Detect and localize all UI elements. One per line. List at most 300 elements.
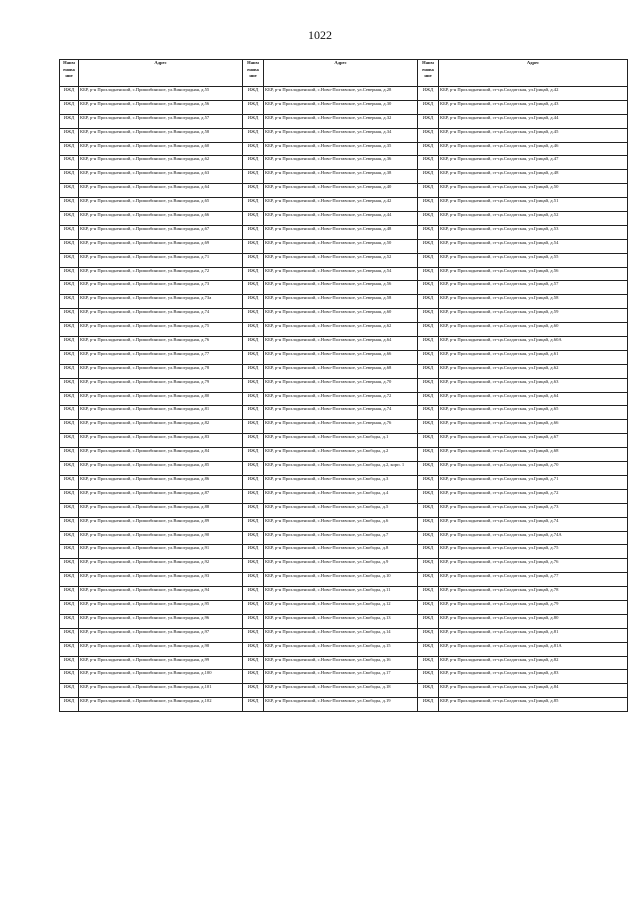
type-cell: ИЖД <box>60 364 79 378</box>
type-cell: ИЖД <box>243 198 264 212</box>
type-cell: ИЖД <box>60 642 79 656</box>
address-cell: КБР, р-н Прохладненский, с.Ново-Полтавское, ул.Северная, д.56 <box>264 281 418 295</box>
type-cell: ИЖД <box>243 350 264 364</box>
address-cell: КБР, р-н Прохладненский, с.Пришибинское, ул.Виноградная, д.81 <box>79 406 243 420</box>
table-row <box>60 489 628 503</box>
header-address-1: Адрес <box>79 60 243 87</box>
type-cell: ИЖД <box>418 462 439 476</box>
type-cell: ИЖД <box>60 684 79 698</box>
type-cell: ИЖД <box>60 698 79 712</box>
address-cell: КБР, р-н Прохладненский, ст-ца.Солдатская, ул.Грицай, д.82 <box>439 656 628 670</box>
type-cell: ИЖД <box>60 517 79 531</box>
address-cell: КБР, р-н Прохладненский, с.Пришибинское, ул.Виноградная, д.82 <box>79 420 243 434</box>
type-cell: ИЖД <box>243 170 264 184</box>
table-row <box>60 656 628 670</box>
type-cell: ИЖД <box>243 489 264 503</box>
address-cell: КБР, р-н Прохладненский, с.Ново-Полтавское, ул.Свободы, д.2, корп. 1 <box>264 462 418 476</box>
table-row <box>60 198 628 212</box>
type-cell: ИЖД <box>60 253 79 267</box>
table-row <box>60 100 628 114</box>
address-cell: КБР, р-н Прохладненский, с.Ново-Полтавское, ул.Северная, д.36 <box>264 156 418 170</box>
table-row <box>60 114 628 128</box>
type-cell: ИЖД <box>418 212 439 226</box>
type-cell: ИЖД <box>243 281 264 295</box>
address-cell: КБР, р-н Прохладненский, с.Ново-Полтавское, ул.Северная, д.62 <box>264 323 418 337</box>
type-cell: ИЖД <box>243 573 264 587</box>
type-cell: ИЖД <box>60 142 79 156</box>
address-cell: КБР, р-н Прохладненский, ст-ца.Солдатская, ул.Грицай, д.50 <box>439 184 628 198</box>
table-row <box>60 239 628 253</box>
table-row <box>60 364 628 378</box>
address-cell: КБР, р-н Прохладненский, ст-ца.Солдатская, ул.Грицай, д.44 <box>439 114 628 128</box>
header-type-2: Наим енова ние <box>243 60 264 87</box>
address-cell: КБР, р-н Прохладненский, с.Пришибинское, ул.Виноградная, д.62 <box>79 156 243 170</box>
table-row <box>60 462 628 476</box>
address-cell: КБР, р-н Прохладненский, ст-ца.Солдатская, ул.Грицай, д.58 <box>439 295 628 309</box>
address-cell: КБР, р-н Прохладненский, с.Ново-Полтавское, ул.Свободы, д.11 <box>264 587 418 601</box>
address-cell: КБР, р-н Прохладненский, с.Ново-Полтавское, ул.Северная, д.72 <box>264 392 418 406</box>
header-address-3: Адрес <box>439 60 628 87</box>
type-cell: ИЖД <box>418 670 439 684</box>
type-cell: ИЖД <box>418 489 439 503</box>
address-cell: КБР, р-н Прохладненский, с.Пришибинское, ул.Виноградная, д.57 <box>79 114 243 128</box>
type-cell: ИЖД <box>243 614 264 628</box>
table-row <box>60 545 628 559</box>
type-cell: ИЖД <box>418 448 439 462</box>
type-cell: ИЖД <box>60 114 79 128</box>
type-cell: ИЖД <box>60 100 79 114</box>
type-cell: ИЖД <box>418 628 439 642</box>
type-cell: ИЖД <box>243 600 264 614</box>
type-cell: ИЖД <box>243 128 264 142</box>
address-cell: КБР, р-н Прохладненский, с.Пришибинское, ул.Виноградная, д.77 <box>79 350 243 364</box>
type-cell: ИЖД <box>243 309 264 323</box>
type-cell: ИЖД <box>60 462 79 476</box>
type-cell: ИЖД <box>60 531 79 545</box>
address-cell: КБР, р-н Прохладненский, ст-ца.Солдатская, ул.Грицай, д.63 <box>439 378 628 392</box>
type-cell: ИЖД <box>418 225 439 239</box>
address-cell: КБР, р-н Прохладненский, с.Пришибинское, ул.Виноградная, д.60 <box>79 142 243 156</box>
address-cell: КБР, р-н Прохладненский, с.Ново-Полтавское, ул.Северная, д.38 <box>264 170 418 184</box>
table-row <box>60 309 628 323</box>
type-cell: ИЖД <box>418 337 439 351</box>
type-cell: ИЖД <box>243 462 264 476</box>
type-cell: ИЖД <box>418 698 439 712</box>
address-cell: КБР, р-н Прохладненский, ст-ца.Солдатская, ул.Грицай, д.78 <box>439 587 628 601</box>
type-cell: ИЖД <box>243 253 264 267</box>
address-cell: КБР, р-н Прохладненский, ст-ца.Солдатская, ул.Грицай, д.79 <box>439 600 628 614</box>
table-row <box>60 184 628 198</box>
type-cell: ИЖД <box>60 614 79 628</box>
address-cell: КБР, р-н Прохладненский, с.Пришибинское, ул.Виноградная, д.95 <box>79 600 243 614</box>
type-cell: ИЖД <box>418 253 439 267</box>
address-cell: КБР, р-н Прохладненский, с.Пришибинское, ул.Виноградная, д.86 <box>79 475 243 489</box>
address-cell: КБР, р-н Прохладненский, с.Ново-Полтавское, ул.Свободы, д.17 <box>264 670 418 684</box>
type-cell: ИЖД <box>243 684 264 698</box>
table-row <box>60 628 628 642</box>
address-cell: КБР, р-н Прохладненский, с.Ново-Полтавское, ул.Свободы, д.9 <box>264 559 418 573</box>
type-cell: ИЖД <box>243 531 264 545</box>
address-cell: КБР, р-н Прохладненский, ст-ца.Солдатская, ул.Грицай, д.60 <box>439 323 628 337</box>
type-cell: ИЖД <box>243 420 264 434</box>
address-cell: КБР, р-н Прохладненский, с.Ново-Полтавское, ул.Свободы, д.14 <box>264 628 418 642</box>
type-cell: ИЖД <box>243 656 264 670</box>
header-type-1: Наим енова ние <box>60 60 79 87</box>
type-cell: ИЖД <box>243 642 264 656</box>
type-cell: ИЖД <box>418 573 439 587</box>
type-cell: ИЖД <box>418 406 439 420</box>
address-cell: КБР, р-н Прохладненский, с.Пришибинское, ул.Виноградная, д.88 <box>79 503 243 517</box>
type-cell: ИЖД <box>243 295 264 309</box>
address-cell: КБР, р-н Прохладненский, с.Пришибинское, ул.Виноградная, д.75 <box>79 323 243 337</box>
address-cell: КБР, р-н Прохладненский, с.Ново-Полтавское, ул.Свободы, д.6 <box>264 517 418 531</box>
type-cell: ИЖД <box>60 573 79 587</box>
address-cell: КБР, р-н Прохладненский, с.Ново-Полтавское, ул.Северная, д.40 <box>264 184 418 198</box>
type-cell: ИЖД <box>60 309 79 323</box>
table-row <box>60 267 628 281</box>
address-cell: КБР, р-н Прохладненский, ст-ца.Солдатская, ул.Грицай, д.46 <box>439 142 628 156</box>
type-cell: ИЖД <box>243 212 264 226</box>
address-cell: КБР, р-н Прохладненский, ст-ца.Солдатская, ул.Грицай, д.83 <box>439 670 628 684</box>
type-cell: ИЖД <box>60 225 79 239</box>
table-row <box>60 503 628 517</box>
table-row <box>60 378 628 392</box>
address-cell: КБР, р-н Прохладненский, с.Пришибинское, ул.Виноградная, д.102 <box>79 698 243 712</box>
table-row <box>60 406 628 420</box>
table-row <box>60 670 628 684</box>
type-cell: ИЖД <box>243 323 264 337</box>
address-cell: КБР, р-н Прохладненский, с.Ново-Полтавское, ул.Северная, д.66 <box>264 350 418 364</box>
type-cell: ИЖД <box>243 225 264 239</box>
type-cell: ИЖД <box>60 337 79 351</box>
address-cell: КБР, р-н Прохладненский, ст-ца.Солдатская, ул.Грицай, д.60А <box>439 337 628 351</box>
address-cell: КБР, р-н Прохладненский, ст-ца.Солдатская, ул.Грицай, д.73 <box>439 503 628 517</box>
type-cell: ИЖД <box>418 531 439 545</box>
type-cell: ИЖД <box>243 628 264 642</box>
address-cell: КБР, р-н Прохладненский, с.Ново-Полтавское, ул.Свободы, д.13 <box>264 614 418 628</box>
address-table <box>59 59 628 712</box>
address-cell: КБР, р-н Прохладненский, ст-ца.Солдатская, ул.Грицай, д.85 <box>439 698 628 712</box>
address-cell: КБР, р-н Прохладненский, ст-ца.Солдатская, ул.Грицай, д.68 <box>439 448 628 462</box>
type-cell: ИЖД <box>418 434 439 448</box>
type-cell: ИЖД <box>418 295 439 309</box>
address-cell: КБР, р-н Прохладненский, ст-ца.Солдатская, ул.Грицай, д.75 <box>439 545 628 559</box>
address-cell: КБР, р-н Прохладненский, с.Ново-Полтавское, ул.Свободы, д.7 <box>264 531 418 545</box>
address-cell: КБР, р-н Прохладненский, ст-ца.Солдатская, ул.Грицай, д.43 <box>439 100 628 114</box>
address-cell: КБР, р-н Прохладненский, с.Ново-Полтавское, ул.Северная, д.54 <box>264 267 418 281</box>
type-cell: ИЖД <box>418 587 439 601</box>
address-cell: КБР, р-н Прохладненский, с.Пришибинское, ул.Виноградная, д.76 <box>79 337 243 351</box>
table-row <box>60 170 628 184</box>
type-cell: ИЖД <box>60 87 79 101</box>
address-cell: КБР, р-н Прохладненский, ст-ца.Солдатская, ул.Грицай, д.70 <box>439 462 628 476</box>
address-cell: КБР, р-н Прохладненский, ст-ца.Солдатская, ул.Грицай, д.76 <box>439 559 628 573</box>
table-row <box>60 323 628 337</box>
table-row <box>60 559 628 573</box>
address-cell: КБР, р-н Прохладненский, с.Пришибинское, ул.Виноградная, д.63 <box>79 170 243 184</box>
type-cell: ИЖД <box>418 559 439 573</box>
address-cell: КБР, р-н Прохладненский, с.Ново-Полтавское, ул.Северная, д.48 <box>264 225 418 239</box>
type-cell: ИЖД <box>243 267 264 281</box>
table-row <box>60 698 628 712</box>
table-row <box>60 281 628 295</box>
table-row <box>60 295 628 309</box>
type-cell: ИЖД <box>243 517 264 531</box>
address-cell: КБР, р-н Прохладненский, с.Пришибинское, ул.Виноградная, д.55 <box>79 87 243 101</box>
address-cell: КБР, р-н Прохладненский, с.Пришибинское, ул.Виноградная, д.100 <box>79 670 243 684</box>
type-cell: ИЖД <box>418 364 439 378</box>
address-cell: КБР, р-н Прохладненский, ст-ца.Солдатская, ул.Грицай, д.67 <box>439 434 628 448</box>
address-cell: КБР, р-н Прохладненский, с.Ново-Полтавское, ул.Северная, д.58 <box>264 295 418 309</box>
type-cell: ИЖД <box>60 503 79 517</box>
type-cell: ИЖД <box>60 350 79 364</box>
type-cell: ИЖД <box>418 323 439 337</box>
address-cell: КБР, р-н Прохладненский, с.Пришибинское, ул.Виноградная, д.90 <box>79 531 243 545</box>
address-cell: КБР, р-н Прохладненский, ст-ца.Солдатская, ул.Грицай, д.62 <box>439 364 628 378</box>
type-cell: ИЖД <box>243 364 264 378</box>
table-row <box>60 392 628 406</box>
type-cell: ИЖД <box>243 114 264 128</box>
type-cell: ИЖД <box>418 267 439 281</box>
type-cell: ИЖД <box>60 378 79 392</box>
address-cell: КБР, р-н Прохладненский, с.Ново-Полтавское, ул.Свободы, д.12 <box>264 600 418 614</box>
address-cell: КБР, р-н Прохладненский, ст-ца.Солдатская, ул.Грицай, д.52 <box>439 212 628 226</box>
type-cell: ИЖД <box>60 670 79 684</box>
address-cell: КБР, р-н Прохладненский, ст-ца.Солдатская, ул.Грицай, д.48 <box>439 170 628 184</box>
type-cell: ИЖД <box>60 212 79 226</box>
type-cell: ИЖД <box>60 628 79 642</box>
table-row <box>60 128 628 142</box>
address-cell: КБР, р-н Прохладненский, с.Пришибинское, ул.Виноградная, д.87 <box>79 489 243 503</box>
address-cell: КБР, р-н Прохладненский, с.Ново-Полтавское, ул.Северная, д.74 <box>264 406 418 420</box>
type-cell: ИЖД <box>243 670 264 684</box>
address-cell: КБР, р-н Прохладненский, с.Пришибинское, ул.Виноградная, д.64 <box>79 184 243 198</box>
address-cell: КБР, р-н Прохладненский, с.Пришибинское, ул.Виноградная, д.94 <box>79 587 243 601</box>
type-cell: ИЖД <box>60 489 79 503</box>
address-cell: КБР, р-н Прохладненский, с.Пришибинское, ул.Виноградная, д.84 <box>79 448 243 462</box>
type-cell: ИЖД <box>243 184 264 198</box>
table-row <box>60 87 628 101</box>
type-cell: ИЖД <box>60 128 79 142</box>
address-cell: КБР, р-н Прохладненский, с.Пришибинское, ул.Виноградная, д.66 <box>79 212 243 226</box>
address-cell: КБР, р-н Прохладненский, с.Ново-Полтавское, ул.Свободы, д.19 <box>264 698 418 712</box>
type-cell: ИЖД <box>418 545 439 559</box>
type-cell: ИЖД <box>418 87 439 101</box>
type-cell: ИЖД <box>60 475 79 489</box>
address-cell: КБР, р-н Прохладненский, с.Ново-Полтавское, ул.Северная, д.52 <box>264 253 418 267</box>
type-cell: ИЖД <box>60 184 79 198</box>
type-cell: ИЖД <box>418 170 439 184</box>
address-cell: КБР, р-н Прохладненский, с.Пришибинское, ул.Виноградная, д.85 <box>79 462 243 476</box>
table-row <box>60 517 628 531</box>
type-cell: ИЖД <box>418 517 439 531</box>
type-cell: ИЖД <box>60 545 79 559</box>
type-cell: ИЖД <box>418 100 439 114</box>
address-cell: КБР, р-н Прохладненский, ст-ца.Солдатская, ул.Грицай, д.74А <box>439 531 628 545</box>
type-cell: ИЖД <box>60 600 79 614</box>
address-cell: КБР, р-н Прохладненский, ст-ца.Солдатская, ул.Грицай, д.71 <box>439 475 628 489</box>
header-address-2: Адрес <box>264 60 418 87</box>
address-cell: КБР, р-н Прохладненский, с.Ново-Полтавское, ул.Свободы, д.10 <box>264 573 418 587</box>
table-row <box>60 600 628 614</box>
type-cell: ИЖД <box>60 656 79 670</box>
address-cell: КБР, р-н Прохладненский, с.Пришибинское, ул.Виноградная, д.99 <box>79 656 243 670</box>
address-cell: КБР, р-н Прохладненский, ст-ца.Солдатская, ул.Грицай, д.42 <box>439 87 628 101</box>
type-cell: ИЖД <box>60 281 79 295</box>
type-cell: ИЖД <box>418 309 439 323</box>
table-row <box>60 684 628 698</box>
type-cell: ИЖД <box>243 378 264 392</box>
address-cell: КБР, р-н Прохладненский, ст-ца.Солдатская, ул.Грицай, д.77 <box>439 573 628 587</box>
type-cell: ИЖД <box>418 684 439 698</box>
address-cell: КБР, р-н Прохладненский, ст-ца.Солдатская, ул.Грицай, д.74 <box>439 517 628 531</box>
address-cell: КБР, р-н Прохладненский, ст-ца.Солдатская, ул.Грицай, д.72 <box>439 489 628 503</box>
type-cell: ИЖД <box>418 281 439 295</box>
type-cell: ИЖД <box>60 406 79 420</box>
address-cell: КБР, р-н Прохладненский, с.Пришибинское, ул.Виноградная, д.91 <box>79 545 243 559</box>
address-cell: КБР, р-н Прохладненский, с.Ново-Полтавское, ул.Северная, д.42 <box>264 198 418 212</box>
address-cell: КБР, р-н Прохладненский, ст-ца.Солдатская, ул.Грицай, д.51 <box>439 198 628 212</box>
address-cell: КБР, р-н Прохладненский, с.Ново-Полтавское, ул.Свободы, д.4 <box>264 489 418 503</box>
address-cell: КБР, р-н Прохладненский, ст-ца.Солдатская, ул.Грицай, д.65 <box>439 406 628 420</box>
address-cell: КБР, р-н Прохладненский, с.Пришибинское, ул.Виноградная, д.74 <box>79 309 243 323</box>
address-cell: КБР, р-н Прохладненский, с.Пришибинское, ул.Виноградная, д.89 <box>79 517 243 531</box>
address-cell: КБР, р-н Прохладненский, ст-ца.Солдатская, ул.Грицай, д.61 <box>439 350 628 364</box>
type-cell: ИЖД <box>418 184 439 198</box>
address-cell: КБР, р-н Прохладненский, с.Пришибинское, ул.Виноградная, д.93 <box>79 573 243 587</box>
address-cell: КБР, р-н Прохладненский, с.Ново-Полтавское, ул.Северная, д.28 <box>264 87 418 101</box>
address-cell: КБР, р-н Прохладненский, с.Ново-Полтавское, ул.Северная, д.60 <box>264 309 418 323</box>
type-cell: ИЖД <box>418 642 439 656</box>
type-cell: ИЖД <box>60 559 79 573</box>
address-cell: КБР, р-н Прохладненский, с.Ново-Полтавское, ул.Северная, д.64 <box>264 337 418 351</box>
table-row <box>60 420 628 434</box>
type-cell: ИЖД <box>60 267 79 281</box>
address-cell: КБР, р-н Прохладненский, с.Ново-Полтавское, ул.Свободы, д.3 <box>264 475 418 489</box>
type-cell: ИЖД <box>243 448 264 462</box>
type-cell: ИЖД <box>243 475 264 489</box>
address-cell: КБР, р-н Прохладненский, с.Пришибинское, ул.Виноградная, д.80 <box>79 392 243 406</box>
address-cell: КБР, р-н Прохладненский, с.Пришибинское, ул.Виноградная, д.56 <box>79 100 243 114</box>
address-cell: КБР, р-н Прохладненский, с.Пришибинское, ул.Виноградная, д.67 <box>79 225 243 239</box>
type-cell: ИЖД <box>60 392 79 406</box>
address-cell: КБР, р-н Прохладненский, с.Ново-Полтавское, ул.Северная, д.35 <box>264 142 418 156</box>
address-cell: КБР, р-н Прохладненский, с.Ново-Полтавское, ул.Северная, д.44 <box>264 212 418 226</box>
type-cell: ИЖД <box>243 434 264 448</box>
address-cell: КБР, р-н Прохладненский, с.Ново-Полтавское, ул.Северная, д.50 <box>264 239 418 253</box>
type-cell: ИЖД <box>60 420 79 434</box>
type-cell: ИЖД <box>418 503 439 517</box>
table-row <box>60 448 628 462</box>
address-cell: КБР, р-н Прохладненский, с.Пришибинское, ул.Виноградная, д.78 <box>79 364 243 378</box>
table-row <box>60 142 628 156</box>
address-cell: КБР, р-н Прохладненский, с.Пришибинское, ул.Виноградная, д.58 <box>79 128 243 142</box>
type-cell: ИЖД <box>243 559 264 573</box>
address-cell: КБР, р-н Прохладненский, с.Пришибинское, ул.Виноградная, д.73а <box>79 295 243 309</box>
type-cell: ИЖД <box>60 170 79 184</box>
address-cell: КБР, р-н Прохладненский, с.Пришибинское, ул.Виноградная, д.83 <box>79 434 243 448</box>
type-cell: ИЖД <box>60 587 79 601</box>
type-cell: ИЖД <box>418 656 439 670</box>
type-cell: ИЖД <box>243 587 264 601</box>
header-row <box>60 60 628 87</box>
type-cell: ИЖД <box>243 239 264 253</box>
table-row <box>60 434 628 448</box>
type-cell: ИЖД <box>243 503 264 517</box>
type-cell: ИЖД <box>418 475 439 489</box>
type-cell: ИЖД <box>418 614 439 628</box>
address-cell: КБР, р-н Прохладненский, с.Ново-Полтавское, ул.Северная, д.32 <box>264 114 418 128</box>
address-cell: КБР, р-н Прохладненский, с.Ново-Полтавское, ул.Свободы, д.15 <box>264 642 418 656</box>
table-body <box>60 87 628 712</box>
type-cell: ИЖД <box>418 420 439 434</box>
address-cell: КБР, р-н Прохладненский, с.Пришибинское, ул.Виноградная, д.73 <box>79 281 243 295</box>
address-cell: КБР, р-н Прохладненский, ст-ца.Солдатская, ул.Грицай, д.81А <box>439 642 628 656</box>
type-cell: ИЖД <box>418 114 439 128</box>
address-cell: КБР, р-н Прохладненский, с.Пришибинское, ул.Виноградная, д.79 <box>79 378 243 392</box>
address-cell: КБР, р-н Прохладненский, с.Пришибинское, ул.Виноградная, д.71 <box>79 253 243 267</box>
address-cell: КБР, р-н Прохладненский, ст-ца.Солдатская, ул.Грицай, д.66 <box>439 420 628 434</box>
type-cell: ИЖД <box>418 198 439 212</box>
type-cell: ИЖД <box>243 392 264 406</box>
address-cell: КБР, р-н Прохладненский, с.Ново-Полтавское, ул.Свободы, д.8 <box>264 545 418 559</box>
table-row <box>60 337 628 351</box>
type-cell: ИЖД <box>418 378 439 392</box>
type-cell: ИЖД <box>243 337 264 351</box>
type-cell: ИЖД <box>60 156 79 170</box>
address-cell: КБР, р-н Прохладненский, с.Пришибинское, ул.Виноградная, д.72 <box>79 267 243 281</box>
address-cell: КБР, р-н Прохладненский, с.Пришибинское, ул.Виноградная, д.97 <box>79 628 243 642</box>
type-cell: ИЖД <box>243 100 264 114</box>
address-cell: КБР, р-н Прохладненский, с.Пришибинское, ул.Виноградная, д.92 <box>79 559 243 573</box>
address-cell: КБР, р-н Прохладненский, ст-ца.Солдатская, ул.Грицай, д.47 <box>439 156 628 170</box>
address-cell: КБР, р-н Прохладненский, ст-ца.Солдатская, ул.Грицай, д.45 <box>439 128 628 142</box>
address-cell: КБР, р-н Прохладненский, ст-ца.Солдатская, ул.Грицай, д.80 <box>439 614 628 628</box>
address-cell: КБР, р-н Прохладненский, с.Пришибинское, ул.Виноградная, д.101 <box>79 684 243 698</box>
table-row <box>60 475 628 489</box>
address-cell: КБР, р-н Прохладненский, с.Ново-Полтавское, ул.Северная, д.34 <box>264 128 418 142</box>
address-cell: КБР, р-н Прохладненский, с.Ново-Полтавское, ул.Северная, д.30 <box>264 100 418 114</box>
type-cell: ИЖД <box>418 600 439 614</box>
type-cell: ИЖД <box>418 156 439 170</box>
address-cell: КБР, р-н Прохладненский, с.Пришибинское, ул.Виноградная, д.98 <box>79 642 243 656</box>
type-cell: ИЖД <box>60 434 79 448</box>
address-cell: КБР, р-н Прохладненский, с.Ново-Полтавское, ул.Свободы, д.1 <box>264 434 418 448</box>
type-cell: ИЖД <box>418 239 439 253</box>
table-row <box>60 614 628 628</box>
address-cell: КБР, р-н Прохладненский, ст-ца.Солдатская, ул.Грицай, д.57 <box>439 281 628 295</box>
type-cell: ИЖД <box>60 323 79 337</box>
table-row <box>60 642 628 656</box>
page-number: 1022 <box>308 28 332 42</box>
address-cell: КБР, р-н Прохладненский, ст-ца.Солдатская, ул.Грицай, д.59 <box>439 309 628 323</box>
table-row <box>60 156 628 170</box>
address-cell: КБР, р-н Прохладненский, ст-ца.Солдатская, ул.Грицай, д.84 <box>439 684 628 698</box>
address-cell: КБР, р-н Прохладненский, ст-ца.Солдатская, ул.Грицай, д.64 <box>439 392 628 406</box>
address-cell: КБР, р-н Прохладненский, с.Ново-Полтавское, ул.Северная, д.76 <box>264 420 418 434</box>
address-cell: КБР, р-н Прохладненский, с.Пришибинское, ул.Виноградная, д.65 <box>79 198 243 212</box>
type-cell: ИЖД <box>243 87 264 101</box>
table-row <box>60 253 628 267</box>
address-cell: КБР, р-н Прохладненский, с.Ново-Полтавское, ул.Свободы, д.16 <box>264 656 418 670</box>
type-cell: ИЖД <box>60 448 79 462</box>
address-cell: КБР, р-н Прохладненский, с.Пришибинское, ул.Виноградная, д.96 <box>79 614 243 628</box>
address-cell: КБР, р-н Прохладненский, с.Ново-Полтавское, ул.Свободы, д.18 <box>264 684 418 698</box>
type-cell: ИЖД <box>243 156 264 170</box>
type-cell: ИЖД <box>60 239 79 253</box>
address-cell: КБР, р-н Прохладненский, с.Ново-Полтавское, ул.Северная, д.70 <box>264 378 418 392</box>
type-cell: ИЖД <box>418 392 439 406</box>
